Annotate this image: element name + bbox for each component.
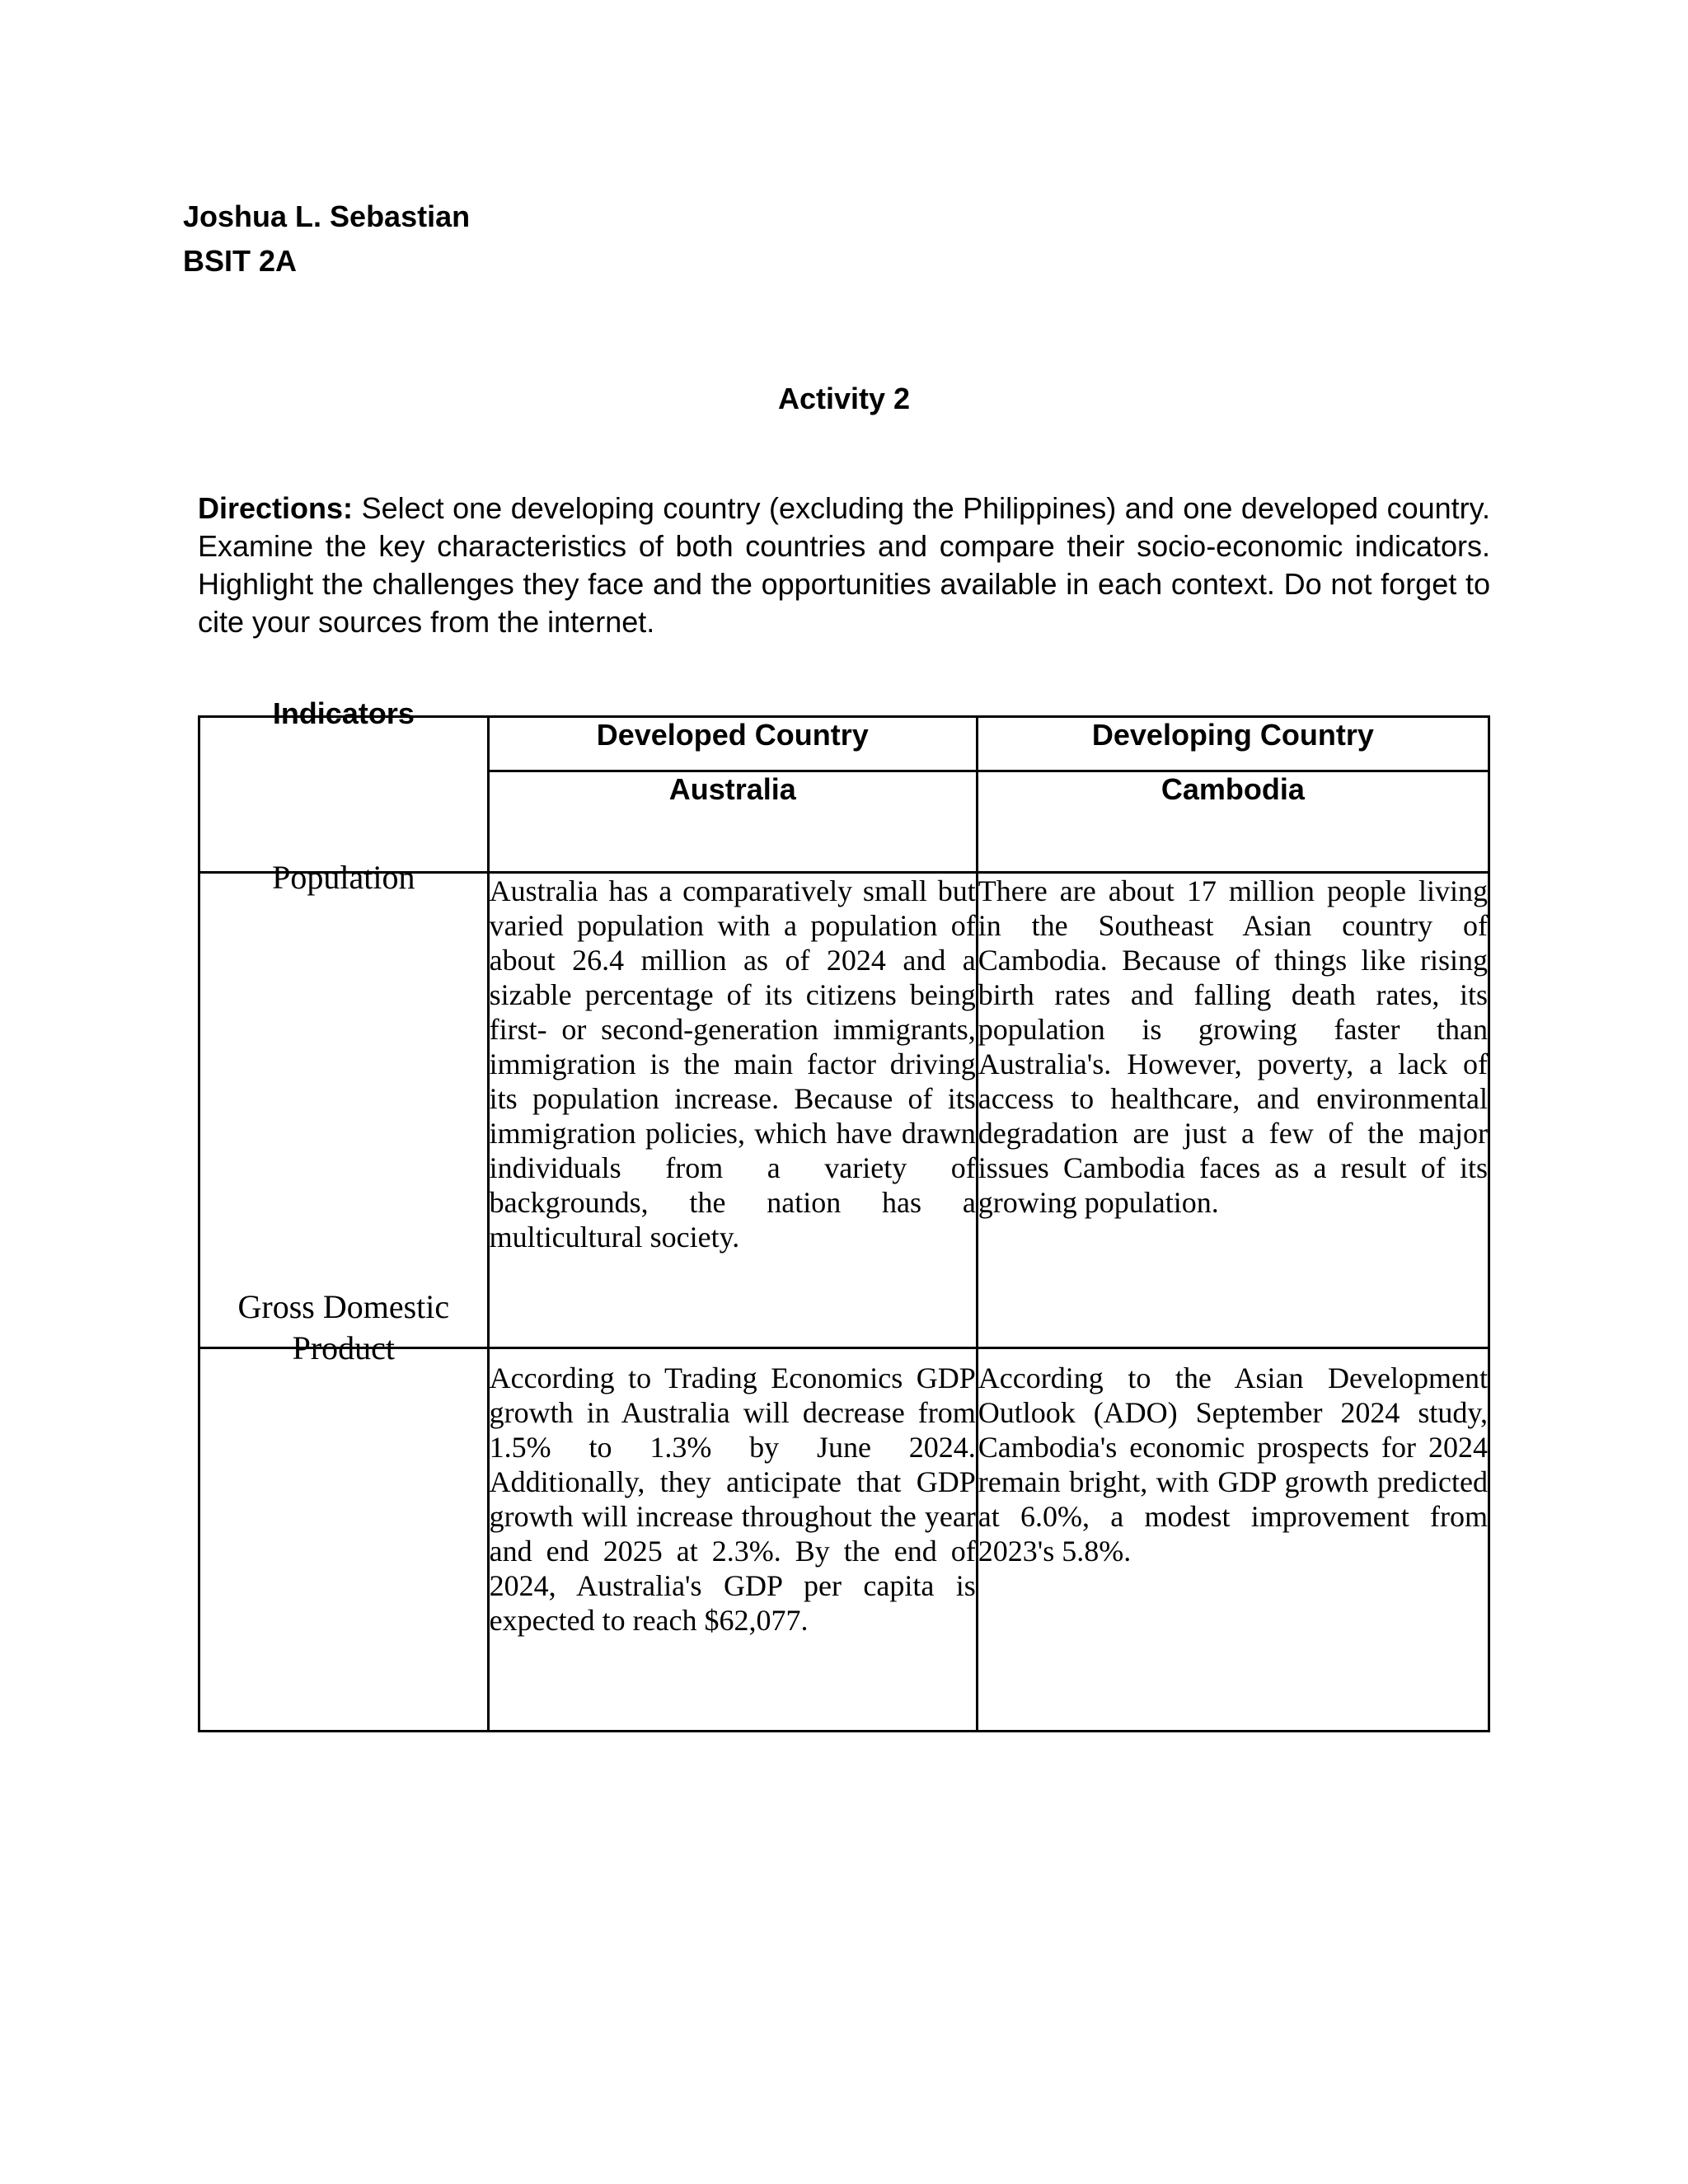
indicators-header-label: Indicators xyxy=(272,696,415,730)
indicator-label: Population xyxy=(272,859,415,896)
activity-title: Activity 2 xyxy=(777,382,911,415)
developing-cell: According to the Asian Development Outlook (ADO) September 2024 study, Cambodia's economic prospects for 2024 remain bright, with GDP growth predicted at 6.0%, a modest improvement from 2023's 5.8%. xyxy=(977,1348,1489,1732)
developed-cell: Australia has a comparatively small but varied population with a population of about 26.4 million as of 2024 and a sizable percentage of its citizens being first- or second-generation immigrants, immigration is the main factor driving its population increase. Because of its immigration policies, which have drawn individuals from a variety of backgrounds, the nation has a multicultural society. xyxy=(488,873,977,1348)
developing-cell: There are about 17 million people living in the Southeast Asian country of Cambodia. Because of things like rising birth rates and falling death rates, its population is growing faster than Australia's. However, poverty, a lack of access to healthcare, and environmental degradation are just a few of the major issues Cambodia faces as a result of its growing population. xyxy=(977,873,1489,1348)
developing-country-name: Cambodia xyxy=(977,771,1489,873)
indicator-label: Gross Domestic Product xyxy=(237,1288,450,1366)
directions-text: Select one developing country (excluding the Philippines) and one developed country. Examine the key characteristics of both countries and compare their socio-economic indicators. Highlight the challenges they face and the opportunities available in each context. Do not forget to cite your sources from the internet. xyxy=(198,491,1490,639)
developed-cell: According to Trading Economics GDP growth in Australia will decrease from 1.5% to 1.3% by June 2024. Additionally, they anticipate that GDP growth will increase throughout the year and end 2025 at 2.3%. By the end of 2024, Australia's GDP per capita is expected to reach $62,077. xyxy=(488,1348,977,1732)
developed-header: Developed Country xyxy=(488,717,977,771)
developing-header: Developing Country xyxy=(977,717,1489,771)
student-name: Joshua L. Sebastian xyxy=(183,199,471,233)
student-info xyxy=(183,194,470,284)
table-row-population xyxy=(199,873,1489,1348)
indicator-cell xyxy=(199,1288,489,1732)
table-header-row xyxy=(199,717,1489,771)
indicator-cell xyxy=(199,859,489,1348)
directions-label: Directions: xyxy=(198,491,354,525)
directions-paragraph xyxy=(198,490,1490,641)
student-section: BSIT 2A xyxy=(183,244,298,278)
comparison-table xyxy=(198,696,1490,1732)
developed-country-name: Australia xyxy=(488,771,977,873)
indicators-header xyxy=(199,696,489,873)
table-row-gdp xyxy=(199,1348,1489,1732)
